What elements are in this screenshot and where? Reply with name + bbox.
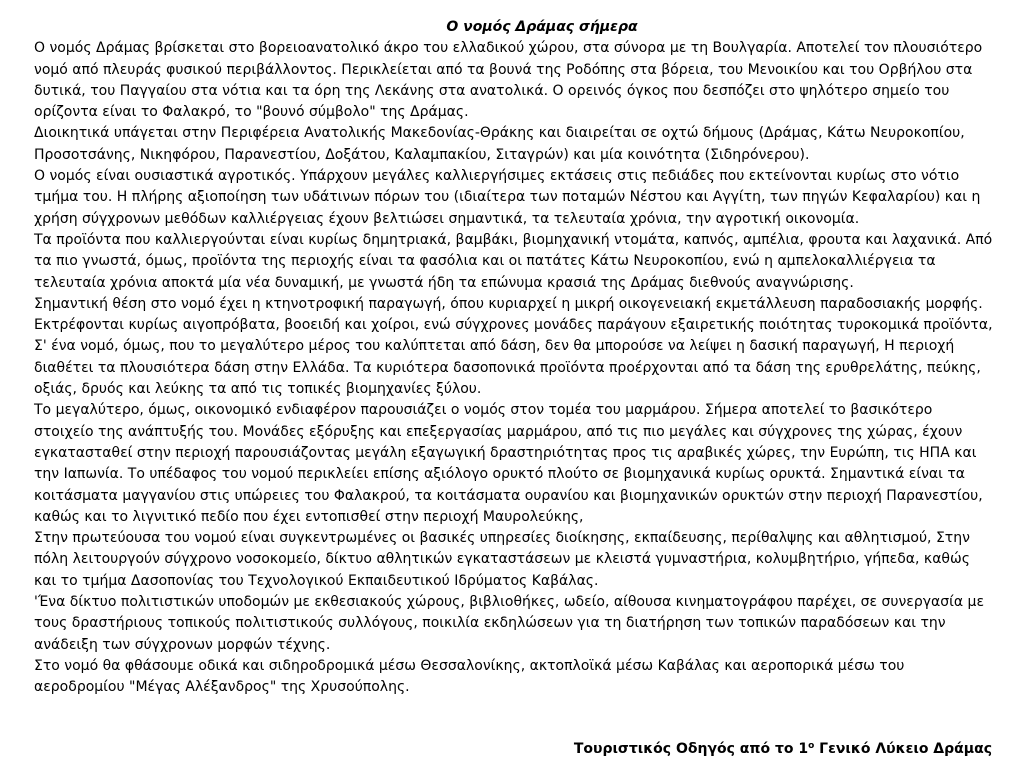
document-body — [34, 38, 994, 698]
paragraph-administration: Διοικητικά υπάγεται στην Περιφέρεια Ανατολικής Μακεδονίας-Θράκης και διαιρείται σε οχτώ δήμους (Δράμας, Κάτω Νευροκοπίου, Προσοτσάνης, Νικηφόρου, Παρανεστίου, Δοξάτου, Καλαμπακίου, Σιταγρών) και μία κοινότητα (Σιδηρόνερου). — [34, 125, 965, 163]
paragraph-culture: 'Ένα δίκτυο πολιτιστικών υποδομών με εκθεσιακούς χώρους, βιβλιοθήκες, ωδείο, αίθουσα κινηματογράφου παρέχει, σε συνεργασία με τους δραστήριους τοπικούς πολιτιστικούς συλλόγους, ποικιλία εκδηλώσεων για τη διατήρηση των τοπικών παραδόσεων και την ανάδειξη των σύγχρονων μορφών τέχνης. — [34, 594, 985, 653]
footer-text-start: Τουριστικός Οδηγός από το 1 — [573, 741, 809, 757]
paragraph-location: Ο νομός Δράμας βρίσκεται στο βορειοανατολικό άκρο του ελλαδικού χώρου, στα σύνορα με τη Βουλγαρία. Αποτελεί τον πλουσιότερο νομό από πλευράς φυσικού περιβάλλοντος. Περικλείεται από τα βουνά της Ροδόπης στα βόρεια, του Μενοικίου και του Ορβήλου στα δυτικά, του Παγγαίου στα νότια και τα όρη της Λεκάνης στα ανατολικά. Ο ορεινός όγκος που δεσπόζει στο ψηλότερο σημείο του ορίζοντα είναι το Φαλακρό, το "βουνό σύμβολο" της Δράμας. — [34, 40, 983, 121]
paragraph-services: Στην πρωτεύουσα του νομού είναι συγκεντρωμένες οι βασικές υπηρεσίες διοίκησης, εκπαίδευσης, περίθαλψης και αθλητισμού, Στην πόλη λειτουργούν σύγχρονο νοσοκομείο, δίκτυο αθλητικών εγκαταστάσεων με κλειστά γυμναστήρια, κολυμβητήριο, γήπεδα, καθώς και το τμήμα Δασοπονίας του Τεχνολογικού Εκπαιδευτικού Ιδρύματος Καβάλας. — [34, 530, 970, 589]
footer-superscript: ο — [808, 741, 815, 751]
paragraph-livestock: Σημαντική θέση στο νομό έχει η κτηνοτροφική παραγωγή, όπου κυριαρχεί η μικρή οικογενειακή εκμετάλλευση παραδοσιακής μορφής. Εκτρέφονται κυρίως αιγοπρόβατα, βοοειδή και χοίροι, ενώ σύγχρονες μονάδες παράγουν εξαιρετικής ποιότητας τυροκομικά προϊόντα, — [34, 295, 993, 334]
paragraph-products: Τα προϊόντα που καλλιεργούνται είναι κυρίως δημητριακά, βαμβάκι, βιομηχανική ντομάτα, καπνός, αμπέλια, φρουτα και λαχανικά. Από τα πιο γνωστά, όμως, προϊόντα της περιοχής είναι τα φασόλια και οι πατάτες Κάτω Νευροκοπίου, ενώ η αμπελοκαλλιέργεια τα τελευταία χρόνια αποκτά μία νέα δυναμική, με γνωστά ήδη τα επώνυμα κρασιά της Δράμας διεθνούς αναγνώρισης. — [34, 231, 993, 291]
paragraph-agriculture: Ο νομός είναι ουσιαστικά αγροτικός. Υπάρχουν μεγάλες καλλιεργήσιμες εκτάσεις στις πεδιάδες που εκτείνονται κυρίως στο νότιο τμήμα του. Η πλήρης αξιοποίηση των υδάτινων πόρων του (ιδιαίτερα των ποταμών Νέστου και Αγγίτη, των πηγών Κεφαλαρίου) και η χρήση σύγχρονων μεθόδων καλλιέργειας έχουν βελτιώσει σημαντικά, τα τελευταία χρόνια, την αγροτική οικονομία. — [34, 168, 981, 227]
document-page — [34, 17, 994, 762]
document-footer — [574, 739, 992, 760]
paragraph-marble: Το μεγαλύτερο, όμως, οικονομικό ενδιαφέρον παρουσιάζει ο νομός στον τομέα του μαρμάρου. Σήμερα αποτελεί το βασικότερο στοιχείο της ανάπτυξής του. Μονάδες εξόρυξης και επεξεργασίας μαρμάρου, από τις πιο μεγάλες και σύγχρονες της χώρας, έχουν εγκατασταθεί στην περιοχή παρουσιάζοντας μεγάλη εξαγωγική δραστηριότητας προς τις αραβικές χώρες, την Ευρώπη, τις ΗΠΑ και την Ιαπωνία. Το υπέδαφος του νομού περικλείει επίσης αξιόλογο ορυκτό πλούτο σε βιομηχανικά κυρίως ορυκτά. Σημαντικά είναι τα κοιτάσματα μαγγανίου στις υπώρειες του Φαλακρού, τα κοιτάσματα ουρανίου και βιομηχανικών ορυκτών στην περιοχή Παρανεστίου, καθώς και το λιγνιτικό πεδίο που έχει εντοπισθεί στην περιοχή Μαυρολεύκης, — [34, 402, 983, 525]
document-title: Ο νομός Δράμας σήμερα — [446, 19, 638, 35]
footer-text-end: Γενικό Λύκειο Δράμας — [814, 741, 992, 757]
paragraph-access: Στο νομό θα φθάσουμε οδικά και σιδηροδρομικά μέσω Θεσσαλονίκης, ακτοπλοϊκά μέσω Καβάλας και αεροπορικά μέσω του αεροδρομίου "Μέγας Αλέξανδρος" της Χρυσούπολης. — [34, 657, 905, 696]
paragraph-forestry: Σ' ένα νομό, όμως, που το μεγαλύτερο μέρος του καλύπτεται από δάση, δεν θα μπορούσε να λείψει η δασική παραγωγή, Η περιοχή διαθέτει τα πλουσιότερα δάση στην Ελλάδα. Τα κυριότερα δασοπονικά προϊόντα προέρχονται από τα δάση της ερυθρελάτης, πεύκης, οξιάς, δρυός και λεύκης τα από τις τοπικές βιομηχανίες ξύλου. — [34, 338, 981, 398]
